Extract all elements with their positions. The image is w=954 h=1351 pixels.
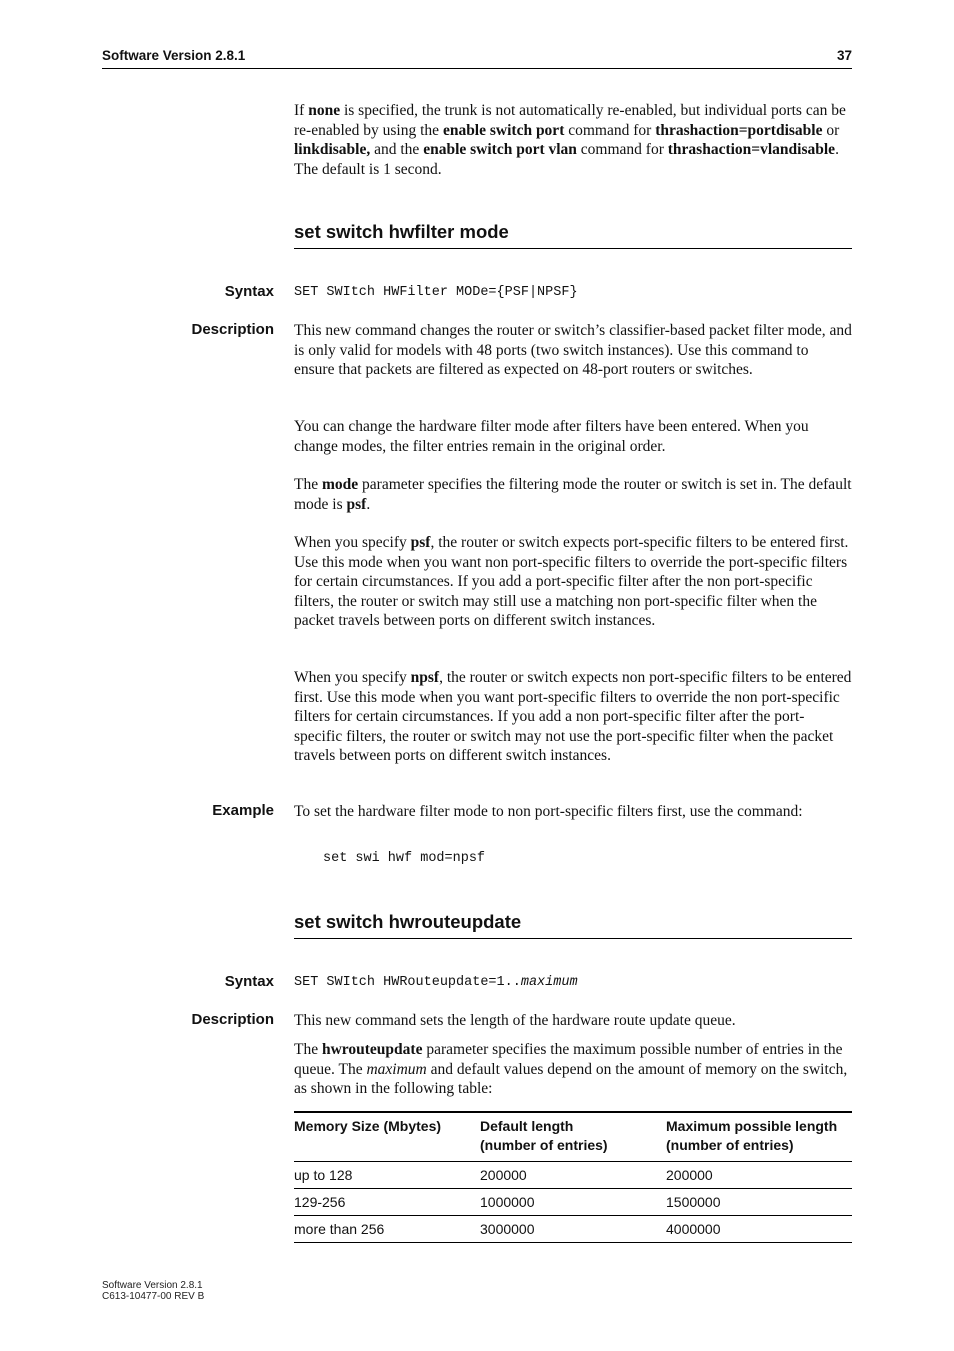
table-row: [294, 1189, 852, 1216]
table-row: [294, 1216, 852, 1243]
table-cell: 4000000: [666, 1216, 852, 1243]
footer-version: Software Version 2.8.1: [102, 1280, 203, 1291]
table-header-cell: Maximum possible length (number of entries): [666, 1112, 852, 1162]
memory-table: [294, 1111, 852, 1243]
description-paragraph: This new command sets the length of the hardware route update queue.: [294, 1012, 736, 1029]
description-paragraph: The mode parameter specifies the filtering mode the router or switch is set in. The default mode is psf.: [294, 476, 852, 513]
memory-table-wrapper: [294, 1111, 852, 1243]
page-footer: [102, 1280, 204, 1302]
description-label: Description: [191, 1011, 274, 1028]
description-label: Description: [191, 321, 274, 338]
section-title-hwrouteupdate: set switch hwrouteupdate: [294, 911, 522, 932]
syntax-code: SET SWItch HWRouteupdate=1..maximum: [294, 975, 578, 990]
description-paragraph: The hwrouteupdate parameter specifies the maximum possible number of entries in the queue. The maximum and default values depend on the amount of memory on the switch, as shown in the following table:: [294, 1041, 848, 1097]
description-paragraph: When you specify psf, the router or switch expects port-specific filters to be entered first. Use this mode when you want non port-specific filters to override the port-specific filters for certain circumstances. If you add a port-specific filter after the non port-specific filters, the router or switch may still use a matching non port-specific filter when the packet travels between ports on different switch instances.: [294, 534, 849, 629]
table-cell: 200000: [666, 1162, 852, 1189]
example-paragraph: To set the hardware filter mode to non port-specific filters first, use the command:: [294, 803, 803, 820]
table-cell: 1000000: [480, 1189, 666, 1216]
table-row: [294, 1162, 852, 1189]
table-cell: 3000000: [480, 1216, 666, 1243]
footer-doc-code: C613-10477-00 REV B: [102, 1291, 205, 1302]
table-cell: up to 128: [294, 1162, 480, 1189]
section-rule-hwrouteupdate: [294, 938, 852, 939]
description-paragraph: You can change the hardware filter mode after filters have been entered. When you change modes, the filter entries remain in the original order.: [294, 418, 809, 455]
table-cell: 1500000: [666, 1189, 852, 1216]
page-number: 37: [836, 48, 852, 63]
section-rule-hwfilter: [294, 248, 852, 249]
description-paragraph: When you specify npsf, the router or switch expects non port-specific filters to be entered first. Use this mode when you want port-specific filters to override the non port-specific filters for certain circumstances. If you add a non port-specific filter after the port-specific filters, the router or switch may not use the port-specific filter when the packet travels between ports on different switch instances.: [294, 669, 852, 764]
syntax-code: SET SWItch HWFilter MODe={PSF|NPSF}: [294, 285, 578, 300]
section-title-hwfilter: set switch hwfilter mode: [294, 221, 509, 242]
table-header-cell: Memory Size (Mbytes): [294, 1112, 480, 1162]
description-paragraph: This new command changes the router or switch’s classifier-based packet filter mode, and is only valid for models with 48 ports (two switch instances). Use this command to ensure that packets are filtered as expected on 48-port routers or switches.: [294, 322, 852, 378]
table-cell: 200000: [480, 1162, 666, 1189]
table-header-row: [294, 1112, 852, 1162]
header-version: Software Version 2.8.1: [102, 48, 246, 63]
syntax-label: Syntax: [224, 973, 274, 990]
syntax-label: Syntax: [224, 283, 274, 300]
example-label: Example: [212, 802, 274, 819]
header-rule: [102, 68, 852, 69]
table-cell: more than 256: [294, 1216, 480, 1243]
table-cell: 129-256: [294, 1189, 480, 1216]
example-code: set swi hwf mod=npsf: [323, 851, 486, 866]
intro-paragraph: If none is specified, the trunk is not automatically re-enabled, but individual ports can be re-enabled by using the enable switch port command for thrashaction=portdisable or linkdisable, and the enable switch port vlan command for thrashaction=vlandisable. The default is 1 second.: [294, 102, 846, 178]
table-header-cell: Default length (number of entries): [480, 1112, 666, 1162]
